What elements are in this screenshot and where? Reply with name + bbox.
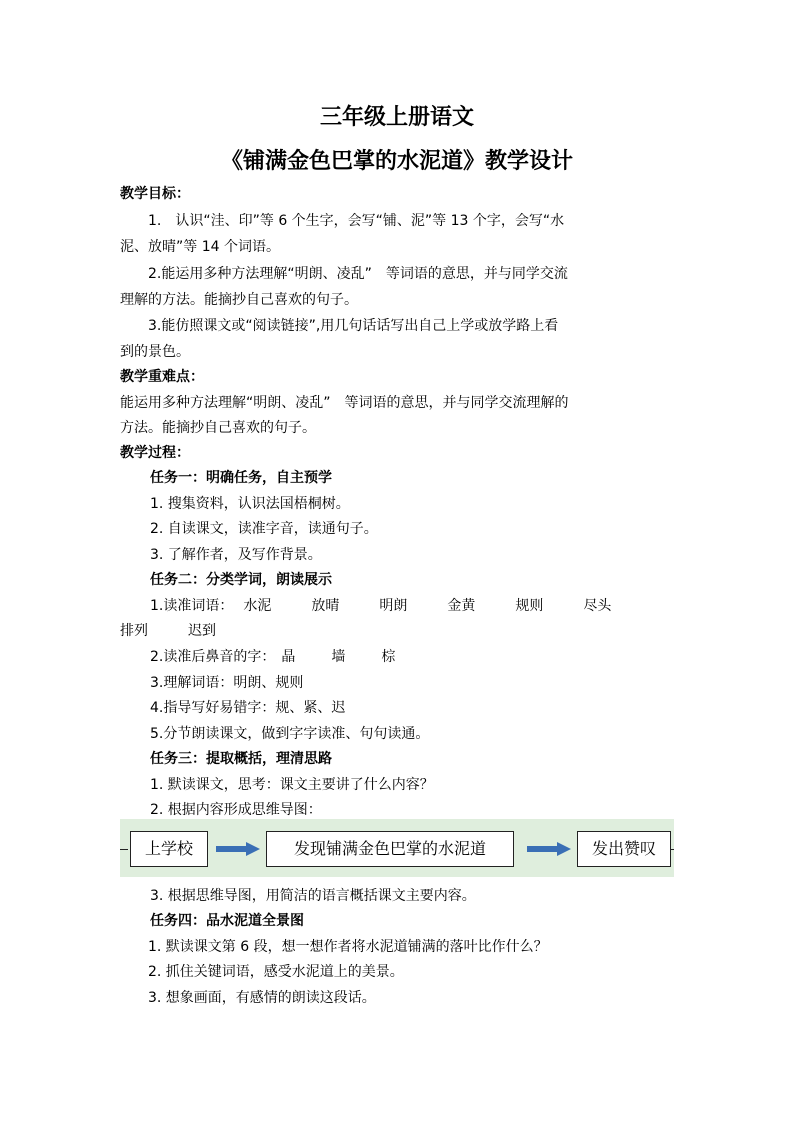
key-points-line-1: 能运用多种方法理解“明朗、凌乱” 等词语的意思，并与同学交流理解的: [120, 395, 569, 411]
vocab-word: 规则: [515, 598, 544, 614]
mind-map-diagram: [120, 819, 674, 877]
task3-title: 任务三：提取概括，理清思路: [150, 751, 332, 767]
objective-1-line-1: 1. 认识“洼、印”等 6 个生字，会写“铺、泥”等 13 个字，会写“水: [148, 213, 565, 229]
task2-item-1-prefix: 1.读准词语：: [150, 598, 234, 614]
objective-3-line-1: 3.能仿照课文或“阅读链接”,用几句话话写出自己上学或放学路上看: [148, 318, 559, 334]
objective-3-line-2: 到的景色。: [120, 344, 190, 360]
task2-item-1: [150, 596, 611, 616]
task2-item-2: [150, 647, 395, 667]
title-lesson: 《铺满金色巴掌的水泥道》教学设计: [220, 148, 573, 174]
objectives-heading: 教学目标：: [120, 186, 190, 202]
vocab-word: 明朗: [379, 598, 408, 614]
task2-item-1-cont: [120, 621, 216, 641]
task2-item-5: 5.分节朗读课文，做到字字读准、句句读通。: [150, 726, 430, 742]
task3-item-3: 3. 根据思维导图，用简洁的语言概括课文主要内容。: [150, 888, 476, 904]
task3-item-1: 1. 默读课文，思考：课文主要讲了什么内容？: [150, 777, 434, 793]
key-points-line-2: 方法。能摘抄自己喜欢的句子。: [120, 420, 316, 436]
task4-title: 任务四：品水泥道全景图: [150, 913, 304, 929]
vocab-word: 金黄: [447, 598, 476, 614]
vocab-word: 水泥: [243, 598, 272, 614]
process-heading: 教学过程：: [120, 445, 190, 461]
task1-item-1: 1. 搜集资料，认识法国梧桐树。: [150, 496, 350, 512]
task1-item-3: 3. 了解作者，及写作背景。: [150, 547, 322, 563]
objective-2-line-2: 理解的方法。能摘抄自己喜欢的句子。: [120, 292, 358, 308]
vocab-word: 放晴: [311, 598, 340, 614]
task3-item-2: 2. 根据内容形成思维导图：: [150, 802, 322, 818]
mind-map-node-discover-road: 发现铺满金色巴掌的水泥道: [266, 831, 514, 867]
mind-map-node-go-to-school: 上学校: [130, 831, 208, 867]
key-points-heading: 教学重难点：: [120, 369, 204, 385]
objective-1-line-2: 泥、放晴”等 14 个词语。: [120, 239, 280, 255]
task2-title: 任务二：分类学词，朗读展示: [150, 572, 332, 588]
task1-title: 任务一：明确任务，自主预学: [150, 470, 332, 486]
task1-item-2: 2. 自读课文，读准字音，读通句子。: [150, 521, 378, 537]
title-grade: 三年级上册语文: [319, 104, 474, 130]
mind-map-node-admire: 发出赞叹: [577, 831, 671, 867]
task2-item-2-prefix: 2.读准后鼻音的字：: [150, 649, 276, 665]
mind-map-edge-line: [671, 849, 674, 850]
vocab-word: 排列: [120, 623, 148, 639]
mind-map-edge-line: [120, 849, 128, 850]
task2-item-4: 4.指导写好易错字：规、紧、迟: [150, 700, 346, 716]
vocab-word: 尽头: [583, 598, 612, 614]
vocab-word: 迟到: [188, 623, 216, 639]
nasal-char: 棕: [381, 649, 396, 665]
task4-item-2: 2. 抓住关键词语，感受水泥道上的美景。: [148, 964, 404, 980]
task2-item-3: 3.理解词语：明朗、规则: [150, 675, 304, 691]
objective-2-line-1: 2.能运用多种方法理解“明朗、凌乱” 等词语的意思，并与同学交流: [148, 266, 568, 282]
right-arrow-icon: [527, 842, 571, 856]
nasal-char: 墙: [331, 649, 346, 665]
right-arrow-icon: [216, 842, 260, 856]
nasal-char: 晶: [281, 649, 296, 665]
task4-item-1: 1. 默读课文第 6 段，想一想作者将水泥道铺满的落叶比作什么？: [148, 939, 548, 955]
task4-item-3: 3. 想象画面，有感情的朗读这段话。: [148, 990, 376, 1006]
